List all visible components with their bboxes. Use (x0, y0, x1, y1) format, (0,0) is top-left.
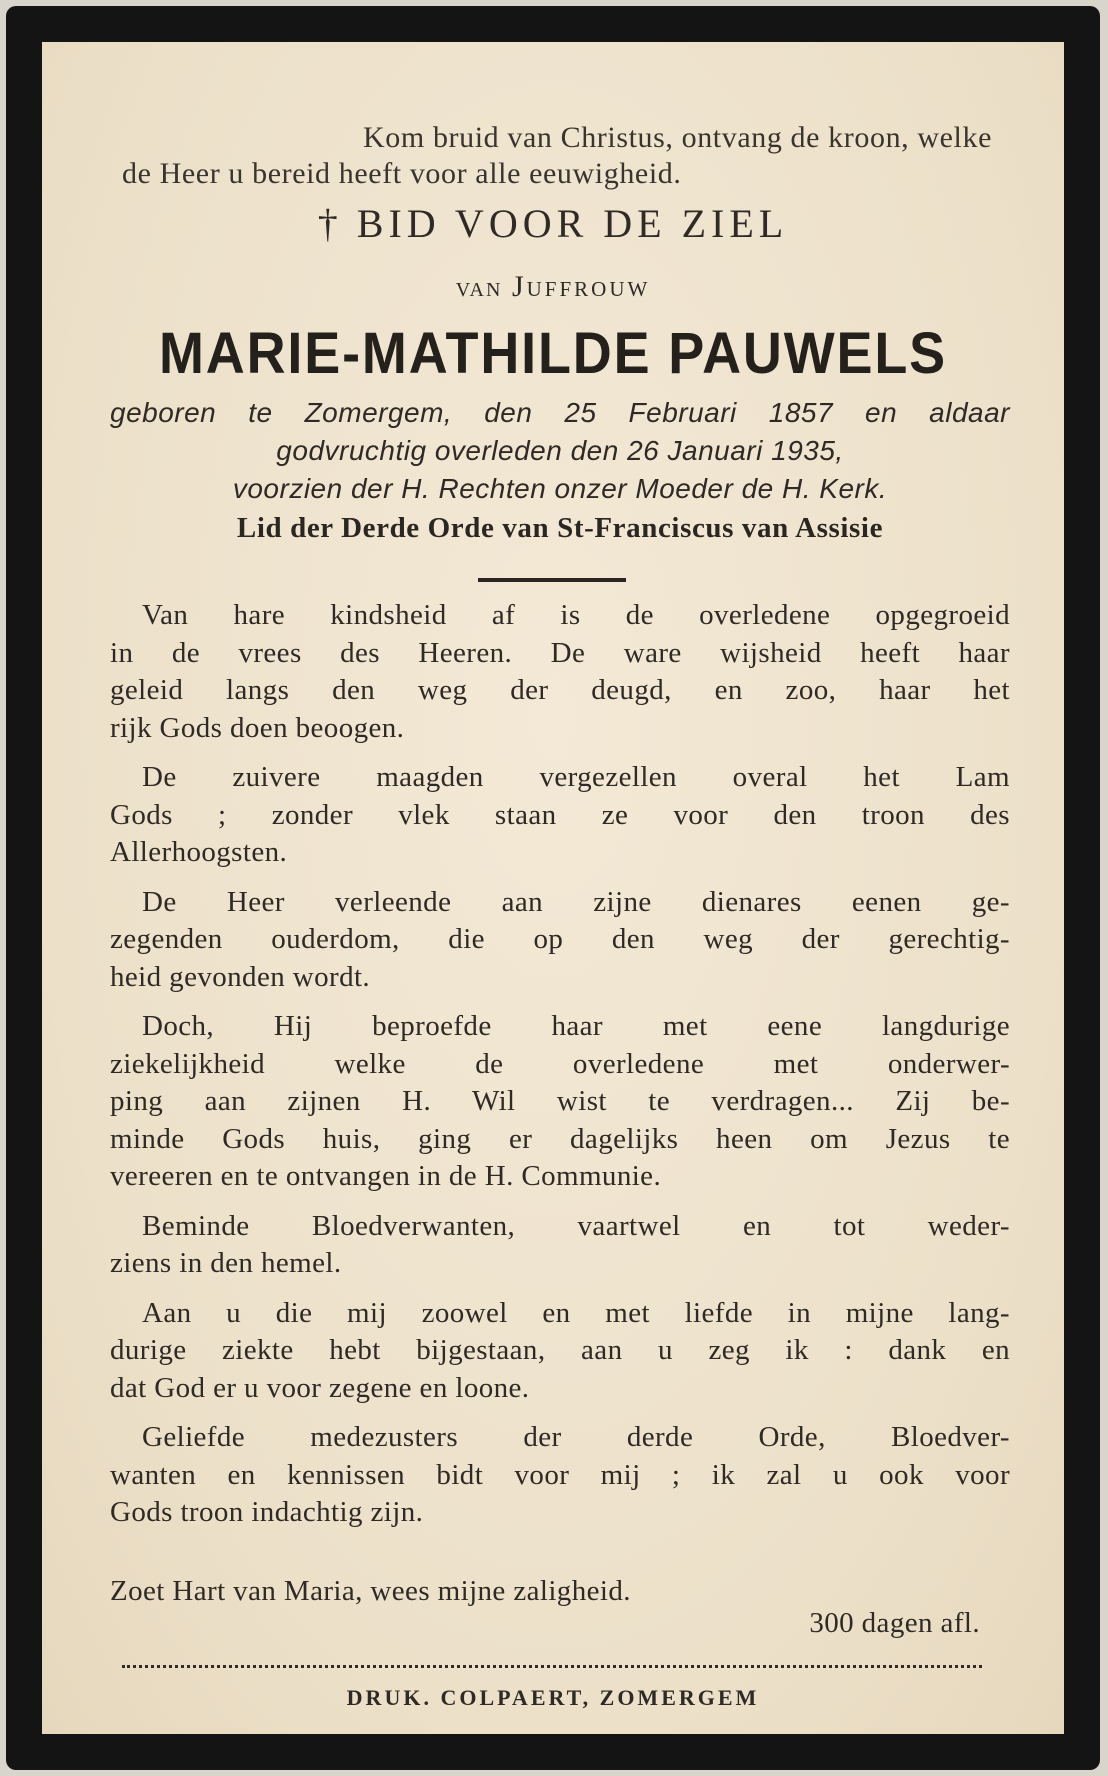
body-line: De zuivere maagden vergezellen overal het Lam (142, 761, 1010, 793)
body-paragraph (110, 597, 1010, 747)
membership-line: Lid der Derde Orde van St-Franciscus van Assisie (236, 512, 884, 544)
card-paper (42, 42, 1064, 1734)
body-paragraph (110, 1208, 1010, 1283)
body-line: rijk Gods doen beoogen. (110, 711, 405, 744)
body-line: Geliefde medezusters der derde Orde, Bloedver- (142, 1421, 1010, 1453)
body-text (110, 597, 1010, 1544)
body-paragraph (110, 1008, 1010, 1196)
van-juffrouw (42, 270, 1064, 304)
motto-line-1: Kom bruid van Christus, ontvang de kroon, welke (363, 121, 992, 154)
body-line: dat God er u voor zegene en loone. (110, 1371, 530, 1404)
body-line: minde Gods huis, ging er dagelijks heen om Jezus te (110, 1122, 1010, 1155)
body-line: durige ziekte hebt bijgestaan, aan u zeg ik : dank en (110, 1334, 1010, 1366)
body-line: ziens in den hemel. (110, 1247, 342, 1279)
indulgence: 300 dagen afl. (809, 1607, 980, 1639)
born-line-1: geboren te Zomergem, den 25 Februari 1857 en aldaar (110, 397, 1010, 428)
closing (110, 1575, 1010, 1639)
body-line: Aan u die mij zoowel en met liefde in mijne lang- (142, 1296, 1010, 1329)
body-line: De Heer verleende aan zijne dienares eenen ge- (142, 885, 1010, 918)
prayer-heading-text: BID VOOR DE ZIEL (356, 201, 789, 246)
body-line: Gods ; zonder vlek staan ze voor den troon des (110, 798, 1010, 831)
dotted-rule (122, 1665, 982, 1668)
born-line-3: voorzien der H. Rechten onzer Moeder de H. Kerk. (232, 473, 888, 504)
birth-death-details (110, 394, 1010, 508)
body-paragraph (110, 1419, 1010, 1532)
body-line: in de vrees des Heeren. De ware wijsheid heeft haar (110, 636, 1010, 669)
closing-prayer: Zoet Hart van Maria, wees mijne zaligheid. (110, 1575, 631, 1607)
body-line: Allerhoogsten. (110, 836, 288, 868)
body-line: zegenden ouderdom, die op den weg der gerechtig- (110, 923, 1010, 955)
body-line: Gods troon indachtig zijn. (110, 1496, 424, 1528)
van-title: Juffrouw (511, 270, 651, 303)
body-line: ping aan zijnen H. Wil wist te verdragen... Zij be- (110, 1085, 1010, 1117)
body-line: Beminde Bloedverwanten, vaartwel en tot weder- (142, 1209, 1010, 1242)
van-prefix: VAN (455, 279, 503, 301)
body-line: wanten en kennissen bidt voor mij ; ik zal u ook voor (110, 1458, 1010, 1491)
cross-icon: † (317, 201, 343, 246)
body-paragraph (110, 884, 1010, 997)
divider-rule (478, 578, 626, 582)
body-line: Doch, Hij beproefde haar met eene langdurige (142, 1010, 1010, 1042)
body-line: ziekelijkheid welke de overledene met onderwer- (110, 1047, 1010, 1080)
prayer-heading (42, 200, 1064, 247)
body-paragraph (110, 1295, 1010, 1408)
motto (122, 120, 992, 192)
body-paragraph (110, 759, 1010, 872)
born-line-2: godvruchtig overleden den 26 Januari 1935, (276, 435, 844, 466)
body-line: Van hare kindsheid af is de overledene opgegroeid (142, 599, 1010, 631)
body-line: heid gevonden wordt. (110, 960, 371, 993)
body-line: geleid langs den weg der deugd, en zoo, haar het (110, 674, 1010, 706)
motto-line-2: de Heer u bereid heeft voor alle eeuwigheid. (122, 157, 682, 190)
memorial-card (6, 6, 1100, 1770)
deceased-name: MARIE-MATHILDE PAUWELS (158, 321, 948, 386)
printer-imprint: DRUK. COLPAERT, ZOMERGEM (346, 1685, 760, 1710)
body-line: vereeren en te ontvangen in de H. Communie. (110, 1160, 662, 1192)
